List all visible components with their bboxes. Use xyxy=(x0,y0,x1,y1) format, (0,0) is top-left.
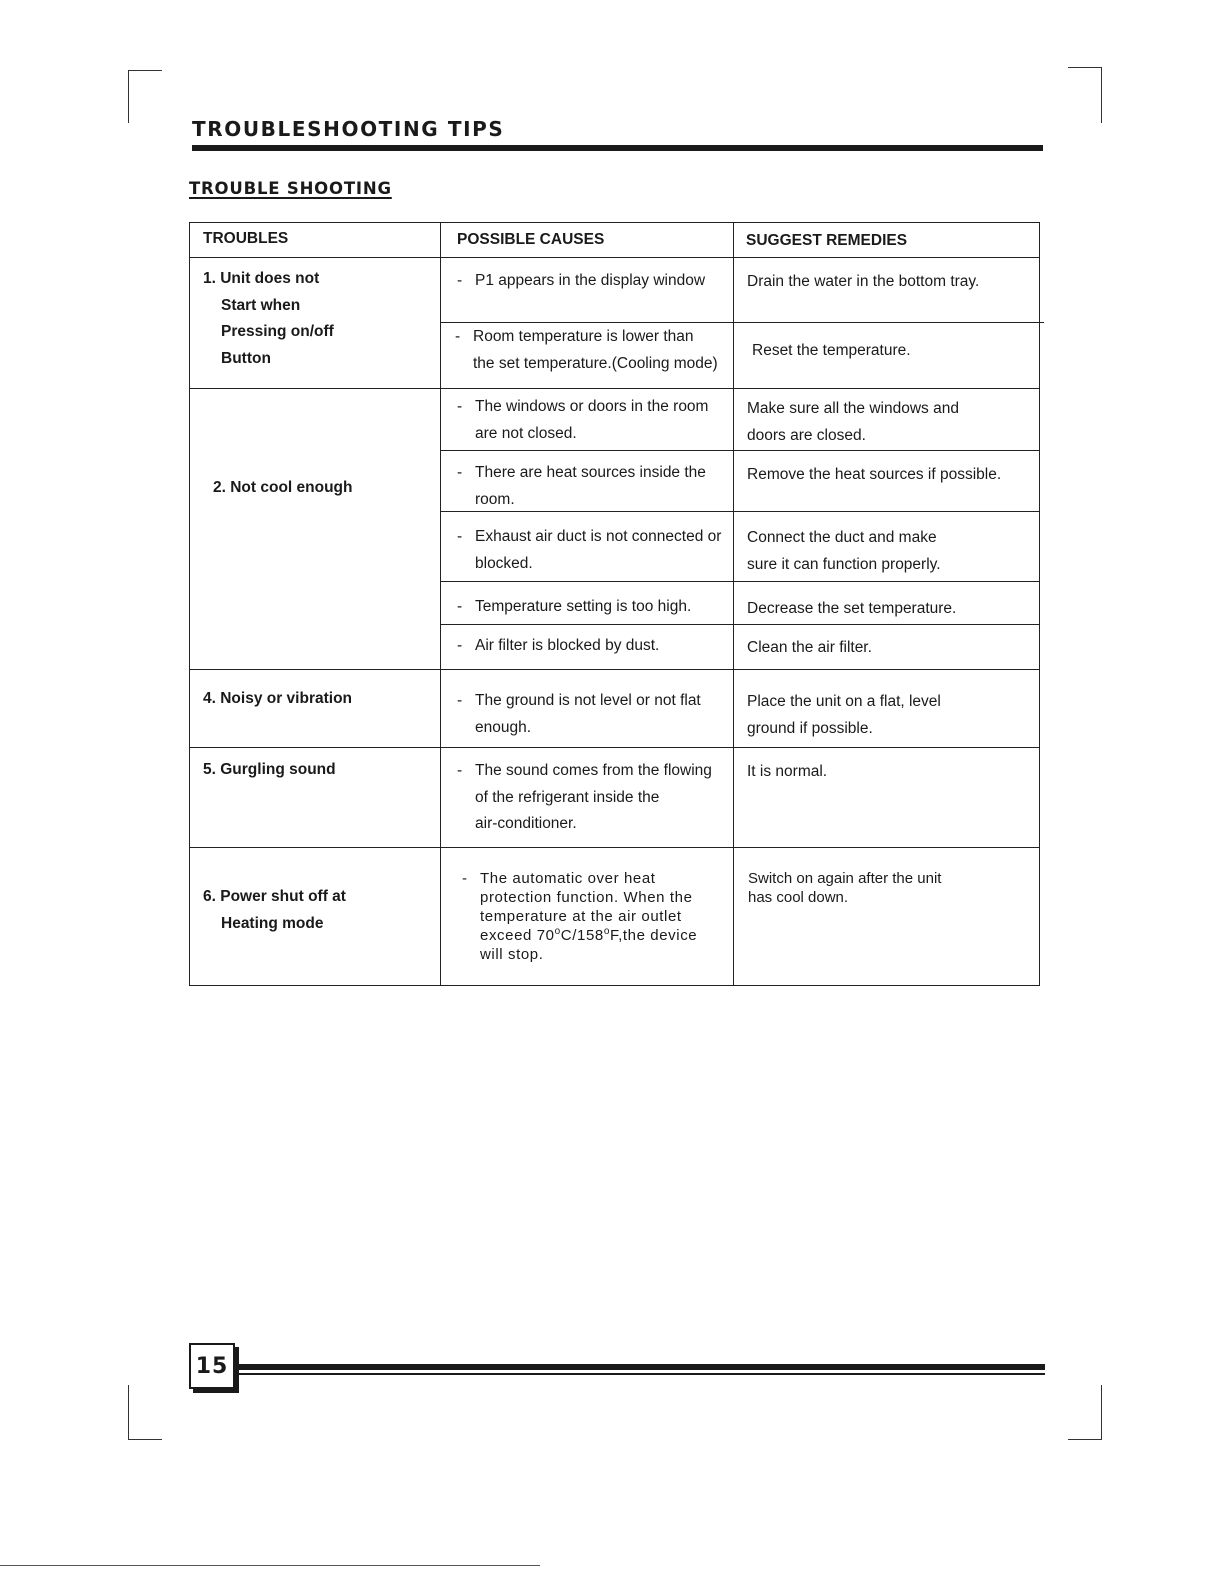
trouble-6-line-1: 6. Power shut off at xyxy=(203,888,346,905)
cause-4-line-2: room. xyxy=(475,490,515,508)
row-divider-4 xyxy=(189,847,1040,848)
trouble-1-line-1: 1. Unit does not xyxy=(203,270,320,287)
remedy-5-line-2: sure it can function properly. xyxy=(747,555,941,573)
trouble-1-line-2: Start when xyxy=(221,296,301,314)
page-title: TROUBLESHOOTING TIPS xyxy=(192,117,505,141)
row-divider-1 xyxy=(189,388,1040,389)
section-title: TROUBLE SHOOTING xyxy=(189,179,392,198)
trouble-2: 2. Not cool enough xyxy=(213,479,353,496)
trouble-6-line-2: Heating mode xyxy=(221,914,324,932)
cause-8-dash: - xyxy=(457,692,463,709)
header-possible-causes: POSSIBLE CAUSES xyxy=(457,231,605,248)
remedy-3-line-2: doors are closed. xyxy=(747,426,866,444)
remedy-5-line-1: Connect the duct and make xyxy=(747,529,937,546)
footer-rule xyxy=(236,1364,1045,1370)
subrow-divider-1a xyxy=(440,322,1044,323)
header-divider xyxy=(189,257,1040,258)
row-divider-3 xyxy=(189,747,1040,748)
cause-4-line-1: There are heat sources inside the xyxy=(475,464,706,481)
table-border-bottom xyxy=(189,985,1040,986)
cause-7-text: Air filter is blocked by dust. xyxy=(475,637,660,654)
remedy-8 xyxy=(747,689,941,742)
cause-10-line-5: will stop. xyxy=(480,946,544,963)
footer-rule-thin xyxy=(236,1373,1045,1375)
trouble-6 xyxy=(203,884,346,937)
cause-4 xyxy=(457,460,751,513)
row-divider-2 xyxy=(189,669,1040,670)
header-suggest-remedies: SUGGEST REMEDIES xyxy=(746,232,908,249)
subrow-divider-2d xyxy=(440,624,1040,625)
cause-5-line-2: blocked. xyxy=(475,554,533,572)
cause-6 xyxy=(457,594,751,621)
table-border-top xyxy=(189,222,1040,223)
subrow-divider-2a xyxy=(440,450,1040,451)
cause-1-dash: - xyxy=(457,272,463,289)
cause-3-line-1: The windows or doors in the room xyxy=(475,398,709,415)
cause-5-dash: - xyxy=(457,528,463,545)
cause-10-line-1: The automatic over heat xyxy=(480,870,656,887)
troubleshooting-table xyxy=(189,222,1040,986)
crop-mark-top-right xyxy=(1068,67,1102,123)
cause-10-line-4a: exceed 70 xyxy=(480,927,555,944)
cause-10-line-4c: F,the device xyxy=(610,927,698,944)
remedy-8-line-1: Place the unit on a flat, level xyxy=(747,693,941,710)
cause-10-dash: - xyxy=(462,870,468,887)
cause-8-line-2: enough. xyxy=(475,718,532,736)
cause-2-line-1: Room temperature is lower than xyxy=(473,328,694,345)
page-number: 15 xyxy=(189,1343,235,1389)
cause-7-dash: - xyxy=(457,637,463,654)
cause-9 xyxy=(457,758,751,838)
cause-10-line-4b: C/158 xyxy=(560,927,604,944)
remedy-3-line-1: Make sure all the windows and xyxy=(747,400,959,417)
cause-6-text: Temperature setting is too high. xyxy=(475,598,692,615)
remedy-5 xyxy=(747,525,941,578)
cause-1 xyxy=(457,268,745,295)
remedy-6: Decrease the set temperature. xyxy=(747,600,957,617)
subrow-divider-2c xyxy=(440,581,1040,582)
cause-5 xyxy=(457,524,755,577)
cause-10-line-2: protection function. When the xyxy=(480,889,693,906)
remedy-10-line-1: Switch on again after the unit xyxy=(748,870,942,887)
bottom-edge-line xyxy=(0,1565,540,1566)
remedy-4: Remove the heat sources if possible. xyxy=(747,466,1002,483)
cause-9-line-2: of the refrigerant inside the xyxy=(475,788,660,806)
header-troubles: TROUBLES xyxy=(203,230,289,247)
cause-8 xyxy=(457,688,751,741)
remedy-3 xyxy=(747,396,959,449)
remedy-8-line-2: ground if possible. xyxy=(747,719,873,737)
trouble-1 xyxy=(203,266,334,372)
title-rule xyxy=(192,145,1043,151)
trouble-1-line-3: Pressing on/off xyxy=(221,323,334,340)
cause-3-dash: - xyxy=(457,398,463,415)
remedy-1: Drain the water in the bottom tray. xyxy=(747,273,980,290)
cause-3 xyxy=(457,394,751,447)
table-border-left xyxy=(189,222,190,986)
remedy-7: Clean the air filter. xyxy=(747,639,872,656)
cause-5-line-1: Exhaust air duct is not connected or xyxy=(475,528,722,545)
degree-sign-2: o xyxy=(603,926,610,937)
remedy-10 xyxy=(748,869,941,907)
trouble-5: 5. Gurgling sound xyxy=(203,761,336,778)
trouble-1-line-4: Button xyxy=(221,349,271,367)
column-divider-1 xyxy=(440,222,441,986)
cause-10-line-3: temperature at the air outlet xyxy=(480,908,682,925)
trouble-4: 4. Noisy or vibration xyxy=(203,690,353,707)
cause-2-line-2: the set temperature.(Cooling mode) xyxy=(473,354,718,372)
remedy-2: Reset the temperature. xyxy=(752,342,911,359)
cause-2-dash: - xyxy=(455,328,461,345)
remedy-10-line-2: has cool down. xyxy=(748,889,849,906)
cause-1-text: P1 appears in the display window xyxy=(475,272,706,289)
cause-7 xyxy=(457,633,751,660)
cause-3-line-2: are not closed. xyxy=(475,424,577,442)
degree-sign-1: o xyxy=(554,926,561,937)
cause-4-dash: - xyxy=(457,464,463,481)
cause-9-line-3: air-conditioner. xyxy=(475,815,577,832)
cause-10 xyxy=(462,869,750,964)
remedy-9: It is normal. xyxy=(747,763,828,780)
cause-6-dash: - xyxy=(457,598,463,615)
cause-9-dash: - xyxy=(457,762,463,779)
cause-8-line-1: The ground is not level or not flat xyxy=(475,692,701,709)
table-border-right xyxy=(1039,222,1040,986)
cause-9-line-1: The sound comes from the flowing xyxy=(475,762,712,779)
cause-2 xyxy=(455,324,751,377)
crop-mark-top-left xyxy=(128,70,162,123)
crop-mark-bottom-right xyxy=(1068,1385,1102,1440)
crop-mark-bottom-left xyxy=(128,1385,162,1440)
